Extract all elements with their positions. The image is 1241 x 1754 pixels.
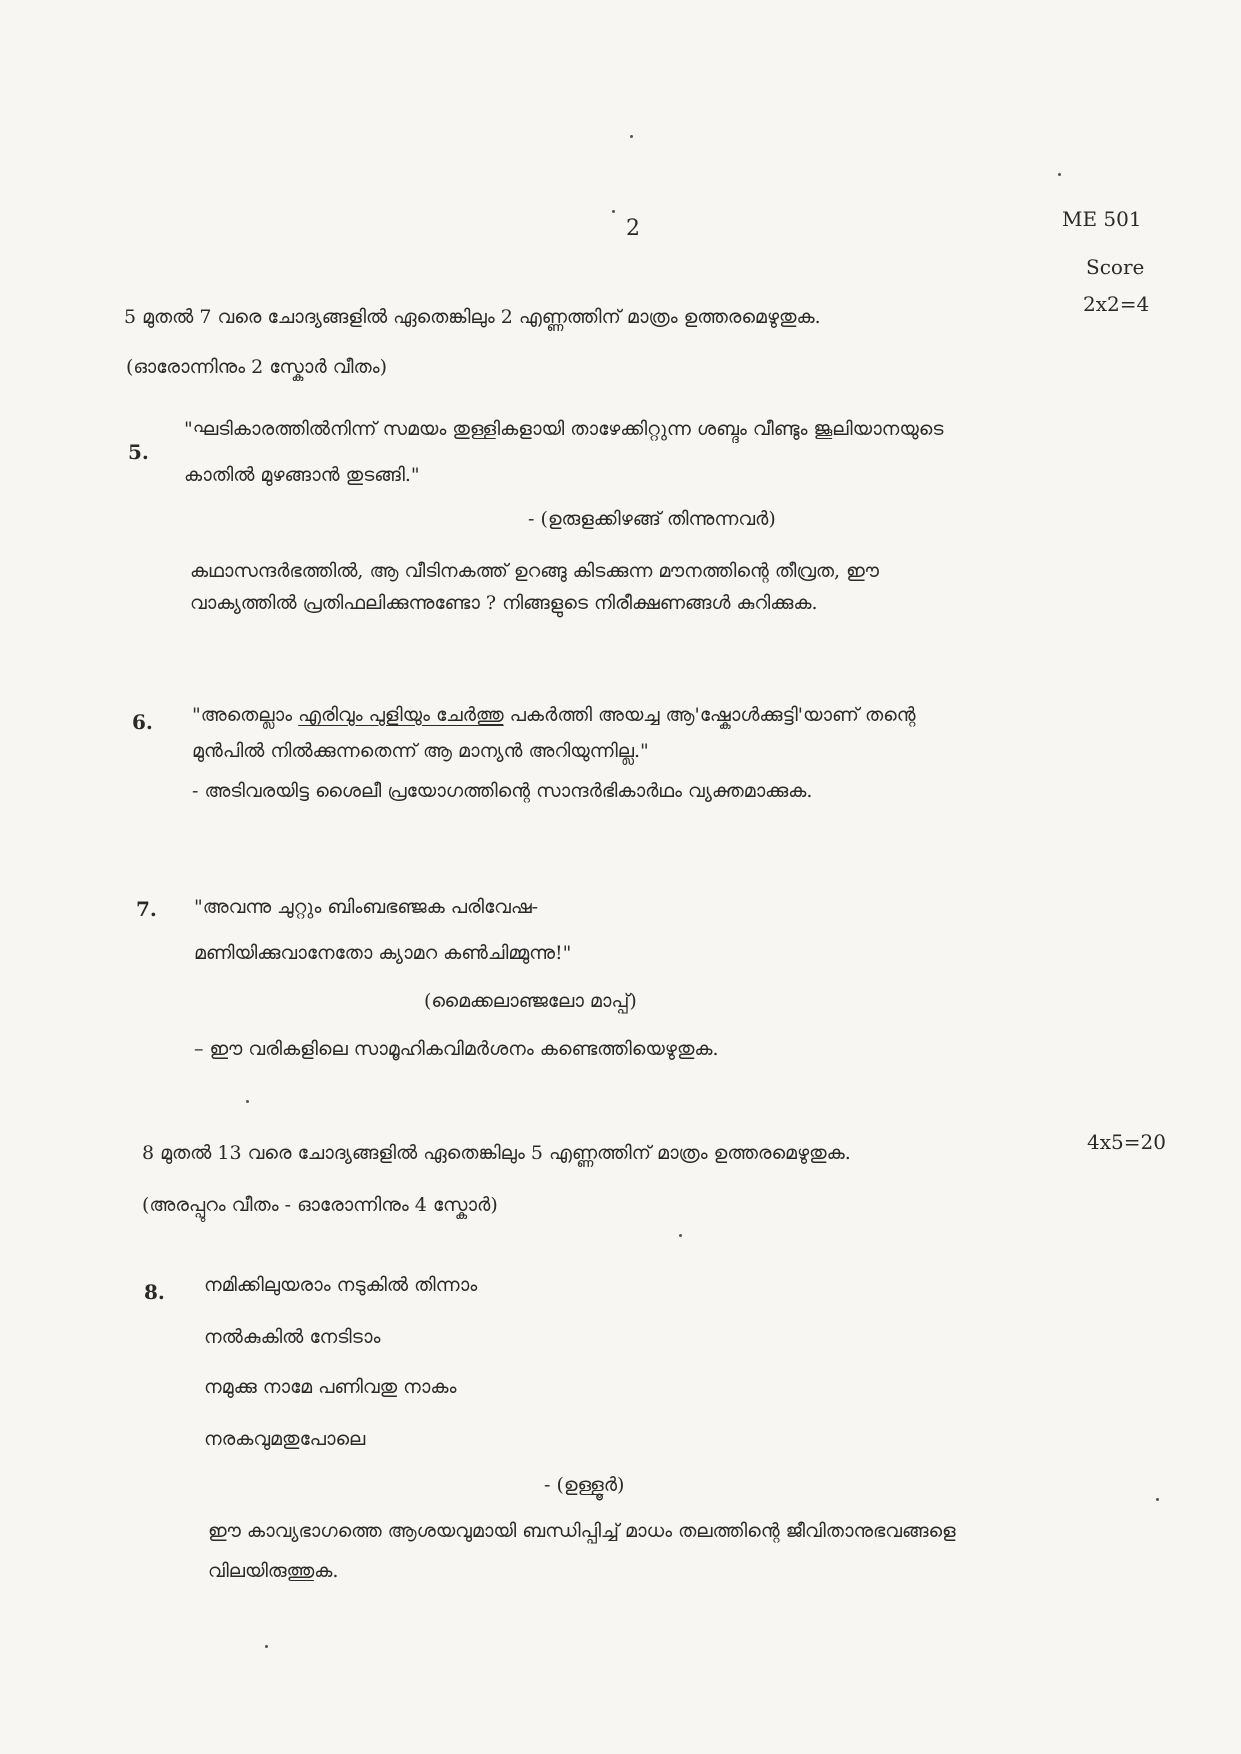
scan-speck	[246, 1100, 249, 1103]
question-text: ഈ കാവ്യഭാഗത്തെ ആശയവുമായി ബന്ധിപ്പിച്ച് മാധം തലത്തിന്റെ ജീവിതാനുഭവങ്ങളെ	[208, 1520, 956, 1542]
quote-line: മുൻപിൽ നിൽക്കുന്നതെന്ന് ആ മാന്യൻ അറിയുന്നില്ല."	[192, 740, 649, 762]
scan-speck	[679, 1234, 682, 1237]
question-text: – ഈ വരികളിലെ സാമൂഹികവിമർശനം കണ്ടെത്തിയെഴുതുക.	[194, 1038, 719, 1060]
question-text: വാക്യത്തിൽ പ്രതിഫലിക്കുന്നുണ്ടോ ? നിങ്ങളുടെ നിരീക്ഷണങ്ങൾ കുറിക്കുക.	[190, 592, 818, 614]
poem-line: നൽകുകിൽ നേടിടാം	[204, 1326, 381, 1348]
score-heading: Score	[1086, 255, 1145, 279]
quote-line: കാതിൽ മുഴങ്ങാൻ തുടങ്ങി."	[184, 464, 420, 486]
question-text: കഥാസന്ദർഭത്തിൽ, ആ വീടിനകത്ത് ഉറങ്ങു കിടക്കുന്ന മൗനത്തിന്റെ തീവ്രത, ഈ	[190, 560, 879, 582]
question-number: 5.	[128, 440, 149, 464]
poem-line: നരകവുമതുപോലെ	[204, 1428, 366, 1450]
page-number: 2	[626, 216, 640, 241]
quote-line: "അവന്നു ചുറ്റും ബിംബഭഞ്ജക പരിവേഷ-	[194, 896, 539, 918]
scan-speck	[630, 135, 633, 138]
quote-text: പകർത്തി അയച്ച ആ'ഷ്കോൾക്കുട്ടി'യാണ് തന്റെ	[503, 704, 916, 726]
section1-instruction: 5 മുതൽ 7 വരെ ചോദ്യങ്ങളിൽ ഏതെങ്കിലും 2 എണ്ണത്തിന് മാത്രം ഉത്തരമെഴുതുക.	[124, 306, 821, 328]
paper-code: ME 501	[1062, 207, 1142, 231]
quote-text: "അതെല്ലാം	[192, 704, 299, 726]
question-text: - അടിവരയിട്ട ശൈലീ പ്രയോഗത്തിന്റെ സാന്ദർഭികാർഥം വ്യക്തമാക്കുക.	[192, 780, 813, 802]
quote-line	[192, 704, 916, 726]
question-number: 6.	[132, 710, 153, 734]
scan-speck	[1156, 1498, 1159, 1501]
scan-speck	[1058, 173, 1061, 176]
question-text: വിലയിരുത്തുക.	[208, 1560, 339, 1582]
section2-score: 4x5=20	[1087, 1130, 1166, 1154]
quote-source: - (ഉരുളക്കിഴങ്ങ് തിന്നുന്നവർ)	[528, 508, 776, 530]
quote-source: (മൈക്കലാഞ്ജലോ മാപ്പ്)	[424, 990, 637, 1012]
quote-line: മണിയിക്കുവാനേതോ ക്യാമറ കൺചിമ്മുന്നു!"	[194, 942, 572, 964]
underlined-phrase: എരിവും പുളിയും ചേർത്തു	[298, 704, 504, 726]
quote-source: - (ഉള്ളൂർ)	[544, 1474, 625, 1496]
question-number: 7.	[136, 897, 157, 921]
question-number: 8.	[144, 1280, 165, 1304]
quote-line: "ഘടികാരത്തിൽനിന്ന് സമയം തുള്ളികളായി താഴേക്കിറ്റുന്ന ശബ്ദം വീണ്ടും ജൂലിയാനയുടെ	[184, 418, 944, 440]
poem-line: നമിക്കിലുയരാം നടുകിൽ തിന്നാം	[204, 1274, 478, 1296]
section1-note: (ഓരോന്നിനും 2 സ്കോർ വീതം)	[126, 356, 388, 378]
poem-line: നമുക്കു നാമേ പണിവതു നാകം	[204, 1376, 457, 1398]
section1-score: 2x2=4	[1083, 292, 1150, 316]
scan-speck	[612, 210, 615, 213]
section2-instruction: 8 മുതൽ 13 വരെ ചോദ്യങ്ങളിൽ ഏതെങ്കിലും 5 എണ്ണത്തിന് മാത്രം ഉത്തരമെഴുതുക.	[142, 1142, 851, 1164]
section2-note: (അരപ്പുറം വീതം - ഓരോന്നിനും 4 സ്കോർ)	[142, 1194, 498, 1216]
scan-speck	[265, 1645, 268, 1648]
